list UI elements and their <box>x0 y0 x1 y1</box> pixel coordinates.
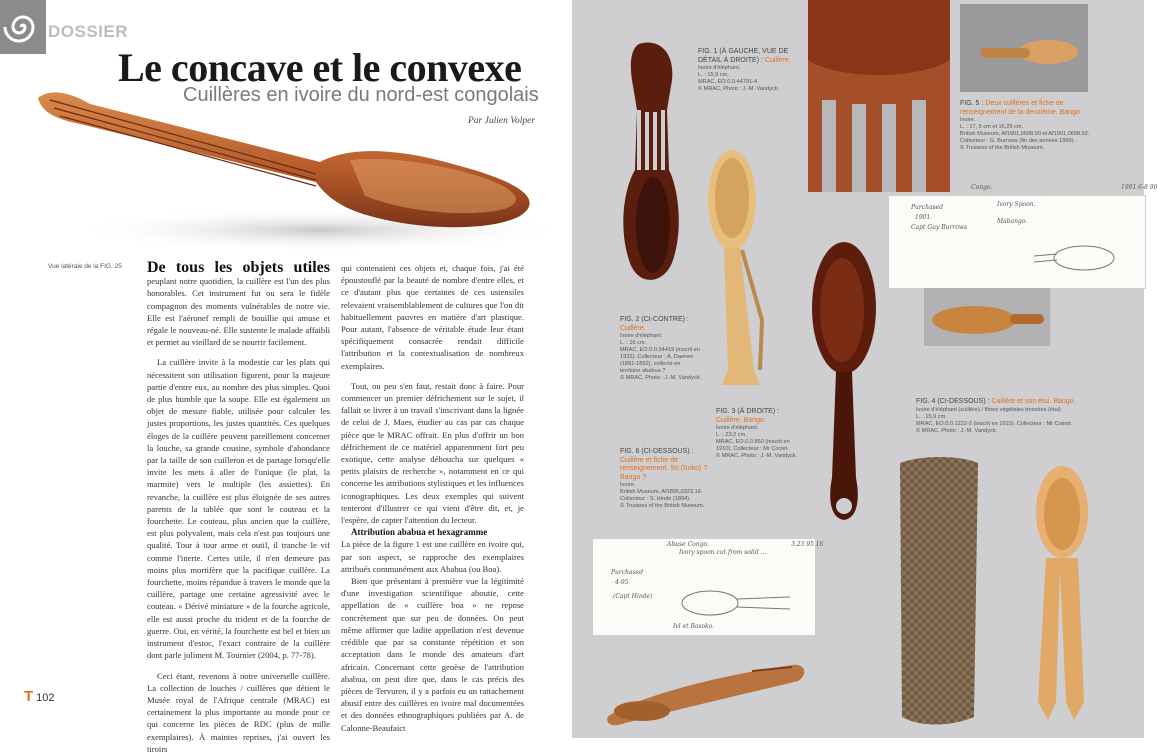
paragraph: Bien que présentant à première vue la légitimité d'une investigation scientifique aboutie, cette appellation de « cuillère boa » ne repose concrètement que sur peu de données. On peut même affirmer que ladite appellation n'est devenue crédible que par sa constante répétition et son acceptation dans le monde des amateurs d'art africain. Concernant cette genèse de l'attribution ababua, on peut dire que, dans le cas précis des pièces de Tervuren, il y a parfois eu un rattachement abusif entre des cuillères en ivoire mal documentées et des données ethnographiques publiées par A. de Calonne-Beaufaict <box>341 576 524 733</box>
card-sketch-icon <box>1029 238 1119 278</box>
paragraph: qui contenaient ces objets et, chaque fois, j'ai été époustouflé par la beauté de nombre d'entre elles, et ce d'autant plus que certaines de ces ustensiles relevaient vraisemblablement de cultures que l'on dit habituellement pauvres en matière d'art plastique. Pour autant, l'absence de véritable étude leur étant spécifiquement consacrée rendait difficile l'attribution et la contextualisation de nombreux exemplaires. <box>341 263 524 371</box>
magazine-mark-icon: T <box>24 688 34 705</box>
fig5-caption: FIG. 5 : Deux cuillères et fiche de renseignement de la deuxième. Bango. Ivoire. L. : 17, 5 cm et 16,25 cm. British Museum, Af1901,0608.90 et Af1901,0608.92. Collecteur : G. Burrows (fin des années 1890). © Trustees of the British Museum. <box>960 100 1090 151</box>
magazine-logo-icon <box>0 0 46 54</box>
fig6-record-card: Abuse Congo. Ivory spoon cut from solid ... Purchased 4-95 (Capt Hinde) Ivl et Basoko. 3.23 95 16 <box>592 538 816 636</box>
paragraph: Ceci étant, revenons à notre universelle cuillère. La collection de louches / cuillères que détient le Musée royal de l'Afrique centrale (MRAC) est certainement la plus importante au monde pour ce qui concerne les pièces de RDC (plus de mille exemplaires). À maintes reprises, j'ai ouvert les tiroirs <box>147 670 330 754</box>
body-column-1 <box>147 259 330 755</box>
fig1-spoon-photo <box>617 40 687 290</box>
fig1-detail-photo <box>808 0 950 192</box>
fig2-caption: FIG. 2 (CI-CONTRE) : Cuillère. Ivoire d'éléphant. L. : 16 cm. MRAC, EO.0.0.34419 (inscrit en 1932). Collecteur : A. Daenen (1891-1892), collecté en territoire ababua ? © MRAC, Photo : J.-M. Vandyck. <box>620 316 702 381</box>
hero-caption: Vue latérale de la FIG. 25 <box>48 263 122 270</box>
fig2-spoon-photo <box>702 140 772 390</box>
fig1-caption: FIG. 1 (À GAUCHE, VUE DE DÉTAIL À DROITE) : Cuillère. Ivoire d'éléphant. L. : 15,9 cm. MRAC, EO.0.0.44791-4 © MRAC, Photo : J.-M. Vandyck. <box>698 48 791 92</box>
fig3-caption: FIG. 3 (À DROITE) : Cuillère. Bango. Ivoire d'éléphant. L. : 23,2 cm. MRAC, EO.0.0.850 (inscrit en 1910). Collecteur : Mr Coclet. © MRAC, Photo : J.-M. Vandyck. <box>716 408 798 459</box>
right-page <box>572 0 1157 738</box>
fig5-record-card: Congo. Ivory Spoon. Purchased 1901. Capt Guy Burrows Mabango. 1901 6-8 90 <box>888 195 1146 289</box>
paragraph: Tout, ou peu s'en faut, restait donc à faire. Pour commencer un premier défrichement sur le sujet, il fallait se livrer à un travail s'inscrivant dans la lignée de celui de J. Maes, étudier au cas par cas chaque pièce que le MRAC offrait. En plus d'offrir un bon défrichement de ce matériel apparemment fort peu exotique, cette analyse déboucha sur quelques « petits plaisirs de recherche », notamment en ce qui concerne les attributions stylistiques et les influences iconographiques. Les deux exemples qui suivent tenteront d'illustrer ce qui vient d'être dit, et, je l'espère, de capter l'attention du lecteur. <box>341 380 524 526</box>
section-label: DOSSIER <box>48 22 129 41</box>
paragraph: La cuillère invite à la modestie car les plats qui nécessitent son utilisation figurent, pour la majeure partie d'entre eux, au nombre des plus simples. Quoi de plus humble que la soupe. Elle est également un objet de mesure fiable, utilisée pour calculer les justes proportions, les justes quantités. Ces quelques éloges de la cuillère peuvent pareillement concerner la louche, sa grande cousine, symbole d'abondance par la taille de son cuilleron et de partage lorsqu'elle invite les mets à aller de l'unique (le plat, la marmite) vers le multiple (les assiettes). En revanche, la cuillère est plus éloignée de ses autres parents de la tablée que sont le couteau et la fourchette. Le couteau, plus ancien que la cuillère, est plus polyvalent, mais cela n'est pas toujours une qualité. Tour à tour arme et outil, il tranche le vif comme l'inerte. Certes utile, il n'en demeure pas moins plus mortifère que la pacifique cuillère. La fourchette, moins répandue à travers le monde que la cuillère, partage une certaine agressivité avec le couteau. « Dérivé miniature » de la fourche agricole, elle est aussi proche du trident et de la fourche de guerre. Oui, en vérité, la fourchette est bel et bien un instrument d'estoc, l'exact contraire de la cuillère dont parle joliment M. Tournier (2004, p. 77-78). <box>147 357 330 661</box>
fig6-spoon-photo <box>602 645 812 733</box>
fig5-spoons-photo <box>960 4 1088 92</box>
article-title: Le concave et le convexe <box>118 45 522 90</box>
fig5-bowl-photo <box>924 288 1050 346</box>
page-number: T 102 <box>24 688 55 705</box>
paragraph: De tous les objets utiles peuplant notre quotidien, la cuillère est l'un des plus honorables. Cet instrument fut ou sera le fidèle compagnon des moments vulnérables de notre vie. Elle est l'aéronef rempli de bouillie qui amuse et régale le nouveau-né. Elle sustente le malade affaibli et permet au vieillard de se nourrir facilement. <box>147 259 330 348</box>
body-column-2 <box>341 262 524 734</box>
card-sketch-icon <box>675 583 795 623</box>
section-heading: Attribution ababua et hexagramme <box>351 527 488 538</box>
left-page <box>0 0 572 754</box>
hero-spoon-image <box>20 70 560 260</box>
byline: Par Julien Volper <box>468 116 536 126</box>
fig4-case-photo <box>890 455 986 729</box>
fig6-caption: FIG. 6 (CI-DESSOUS) : Cuillère et fiche de renseignement. So (Soko) ? Bango ? Ivoire. British Museum, Af1895,0323.16. Collecteur : S. Hinde (1894). © Trustees of the British Museum. <box>620 448 708 509</box>
fig3-spoon-photo <box>800 238 890 528</box>
paragraph: La pièce de la figure 1 est une cuillère en ivoire qui, par son aspect, se rapproche des exemplaires attribués communément aux Ababua (ou Boa). <box>341 539 524 574</box>
fig4-caption: FIG. 4 (CI-DESSOUS) : Cuillère et son étui. Bango. Ivoire d'éléphant (cuillère) / fibres végétales tressées (étui). L. : 15,9 cm. MRAC, EO.0.0.1222-2 (inscrit en 1910). Collecteur : Mr Coinot. © MRAC, Photo : J.-M. Vandyck. <box>916 398 1076 434</box>
article-subtitle: Cuillères en ivoire du nord-est congolais <box>183 84 539 106</box>
fig4-spoon-photo <box>1026 462 1096 724</box>
lead-in: De tous les objets utiles <box>147 259 330 276</box>
